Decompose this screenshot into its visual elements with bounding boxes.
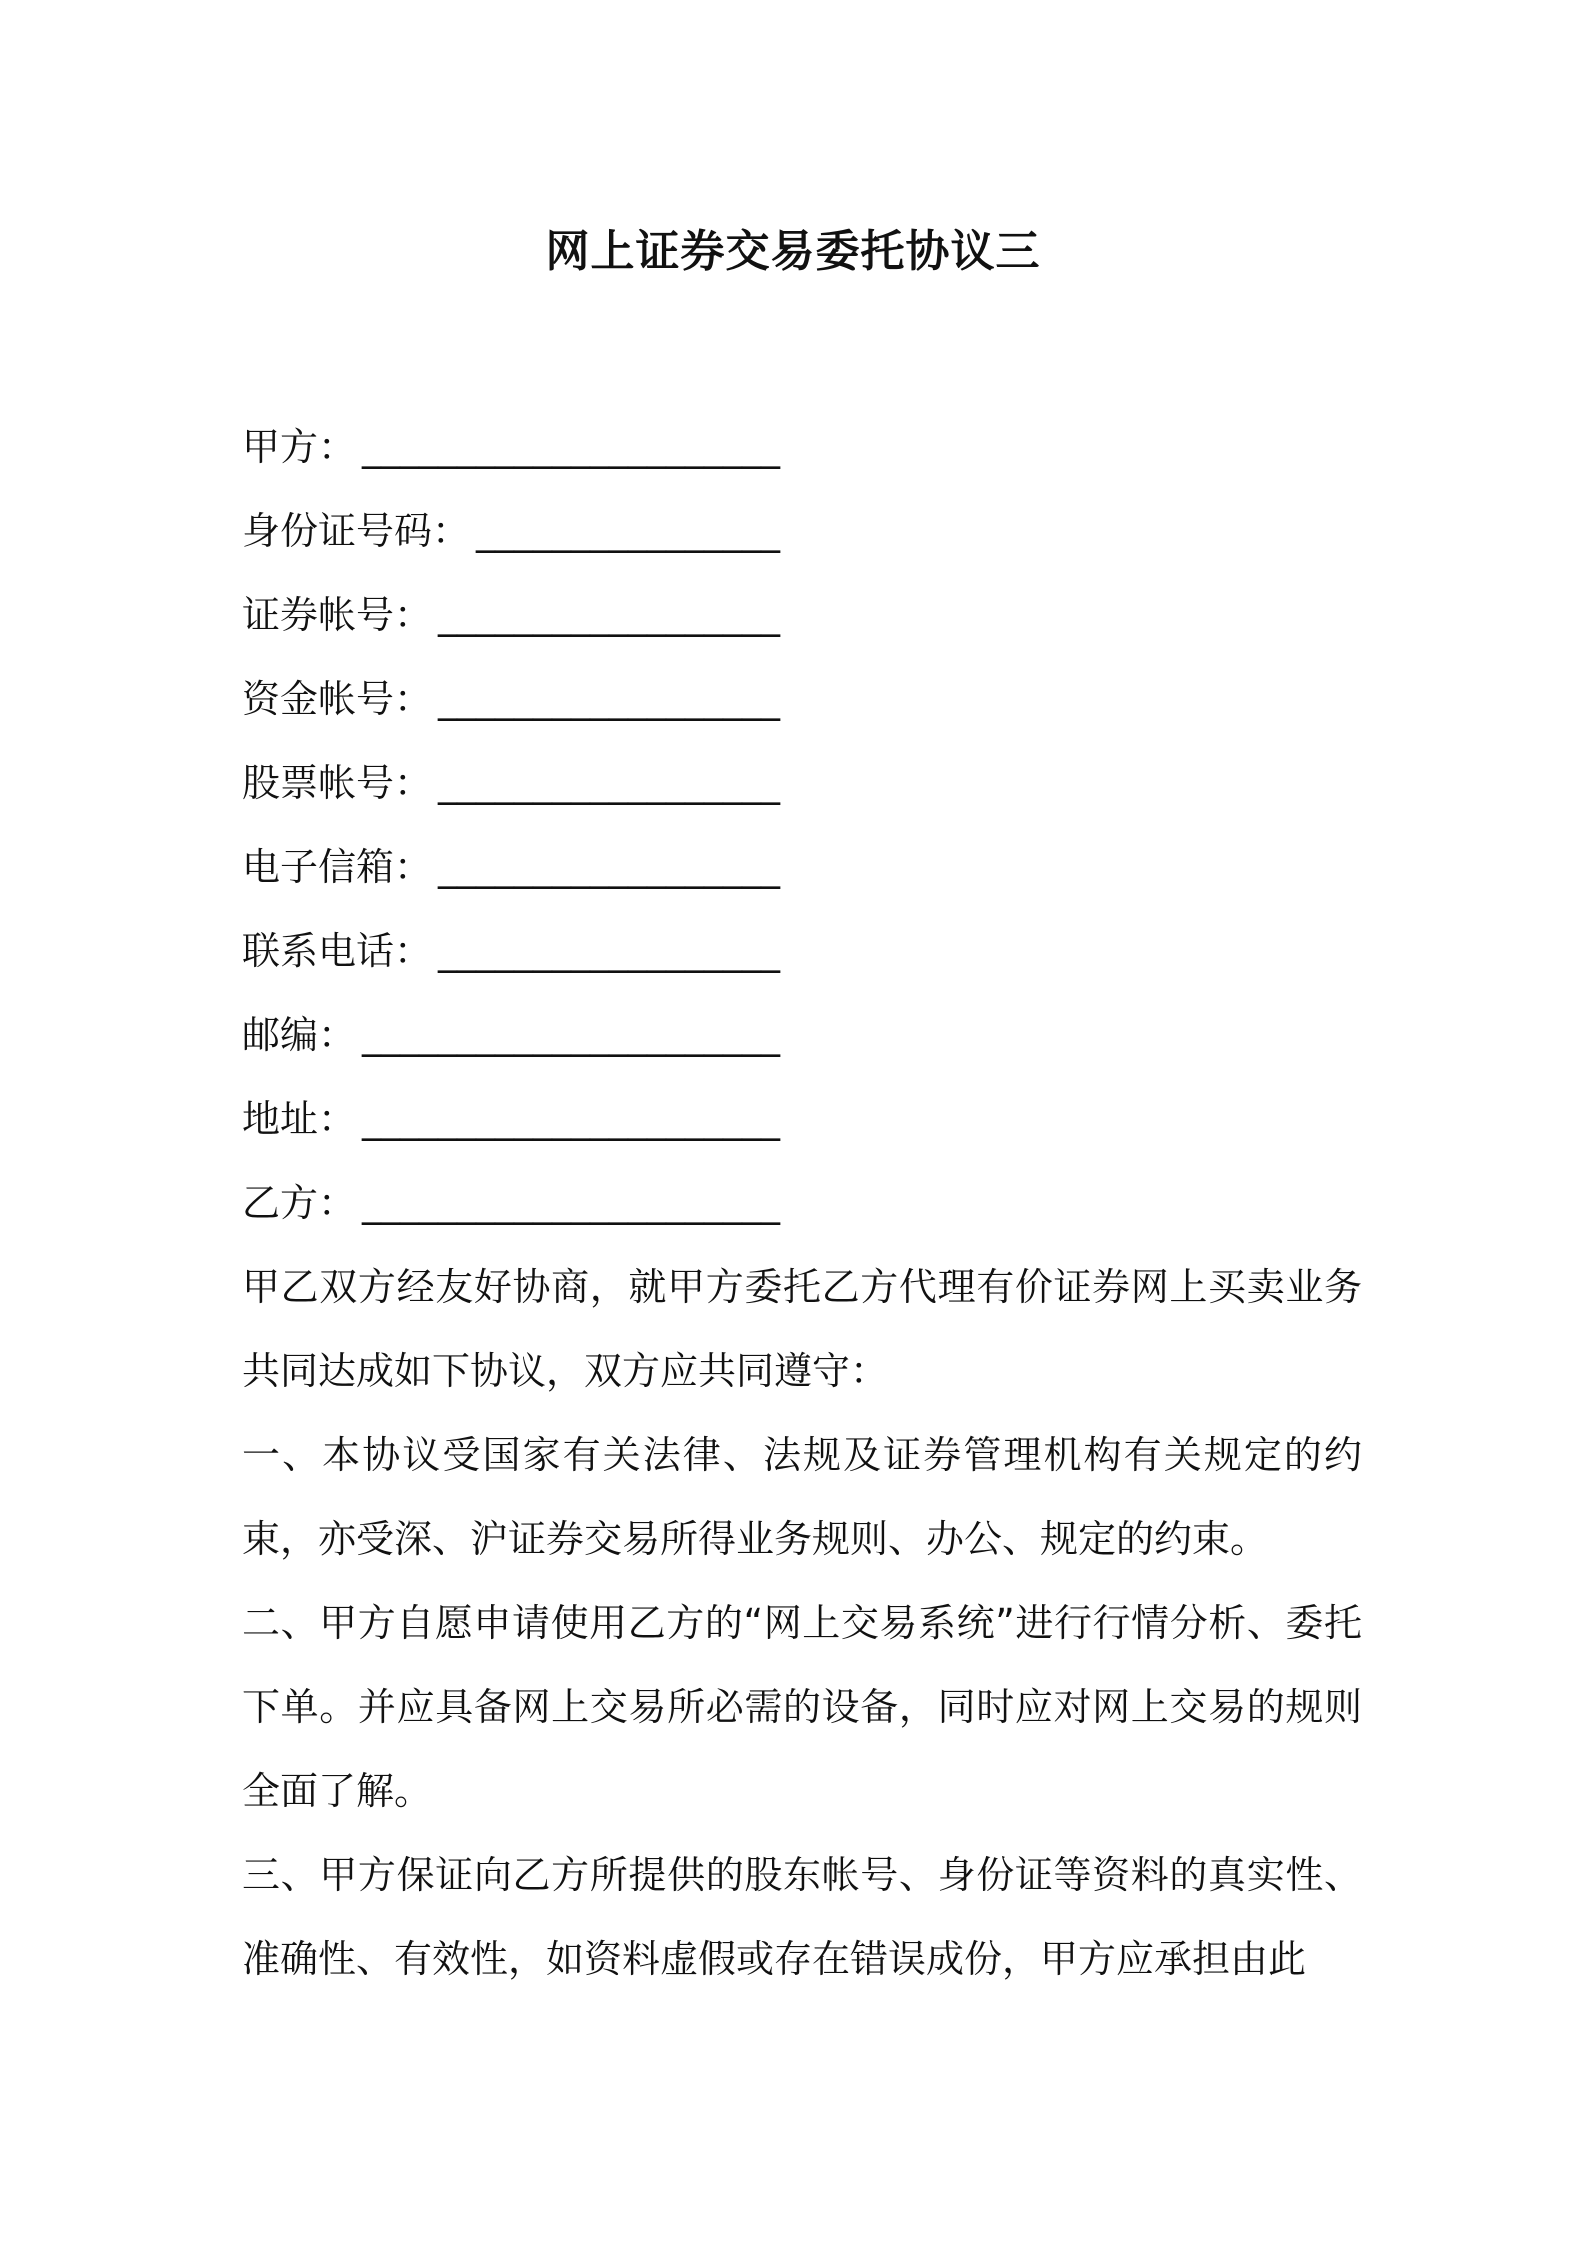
field-securities-account xyxy=(242,573,1362,657)
field-postcode xyxy=(242,993,1362,1077)
field-label: 地址： xyxy=(242,1097,357,1141)
field-label: 甲方： xyxy=(242,425,357,469)
fill-in-blank: __________________ xyxy=(438,845,781,889)
field-id-number xyxy=(242,489,1362,573)
field-fund-account xyxy=(242,657,1362,741)
field-label: 资金帐号： xyxy=(242,677,433,721)
fill-in-blank: ______________________ xyxy=(362,425,781,469)
field-stock-account xyxy=(242,741,1362,825)
field-email xyxy=(242,825,1362,909)
field-party-a xyxy=(242,405,1362,489)
fill-in-blank: __________________ xyxy=(438,677,781,721)
paragraph-intro: 甲乙双方经友好协商，就甲方委托乙方代理有价证券网上买卖业务共同达成如下协议，双方应共同遵守： xyxy=(242,1265,1362,1393)
field-address xyxy=(242,1077,1362,1161)
paragraph-clause-2: 二、甲方自愿申请使用乙方的“网上交易系统”进行行情分析、委托下单。并应具备网上交易所必需的设备，同时应对网上交易的规则全面了解。 xyxy=(242,1601,1362,1813)
fill-in-blank: __________________ xyxy=(438,593,781,637)
fill-in-blank: ______________________ xyxy=(362,1013,781,1057)
fill-in-blank: ______________________ xyxy=(362,1181,781,1225)
field-label: 邮编： xyxy=(242,1013,357,1057)
document-body xyxy=(242,405,1362,2001)
field-phone xyxy=(242,909,1362,993)
paragraph-clause-1: 一、本协议受国家有关法律、法规及证券管理机构有关规定的约束，亦受深、沪证券交易所得业务规则、办公、规定的约束。 xyxy=(242,1433,1362,1561)
field-label: 证券帐号： xyxy=(242,593,433,637)
fill-in-blank: __________________ xyxy=(438,929,781,973)
field-label: 股票帐号： xyxy=(242,761,433,805)
fill-in-blank: ________________ xyxy=(476,509,781,553)
field-party-b xyxy=(242,1161,1362,1245)
field-label: 联系电话： xyxy=(242,929,433,973)
field-label: 电子信箱： xyxy=(242,845,433,889)
field-label: 身份证号码： xyxy=(242,509,471,553)
paragraph-clause-3: 三、甲方保证向乙方所提供的股东帐号、身份证等资料的真实性、准确性、有效性，如资料虚假或存在错误成份，甲方应承担由此 xyxy=(242,1853,1362,1981)
field-label: 乙方： xyxy=(242,1181,357,1225)
fill-in-blank: __________________ xyxy=(438,761,781,805)
document-title: 网上证券交易委托协议三 xyxy=(545,226,1041,277)
fill-in-blank: ______________________ xyxy=(362,1097,781,1141)
